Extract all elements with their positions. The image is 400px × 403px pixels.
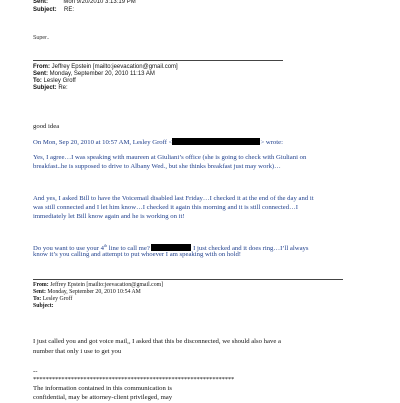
email2-to-line: To: Lesley Groff [33,296,73,302]
email2-from-line: From: Jeffrey Epstein [mailto:jeevacation@gmail.com] [33,282,164,288]
quoted-p2-line1: And yes, I asked Bill to have the Voicemail disabled last Friday…I checked it at the end of the day and it [33,195,314,202]
quoted-p3-line1: Do you want to use your 4th line to call me? I just checked and it does ring…I’ll always [33,243,309,253]
top-sent-line [33,0,136,6]
divider [33,279,343,280]
quoted-p1-line2: breakfast..he is supposed to drive to Albany Wed., but she thinks breakfast just may work)… [33,163,281,170]
quoted-p1-line1: Yes, I agree…I was speaking with maureen at Giuliani’s office (she is going to check with Giuliani on [33,154,307,161]
email2-from: Jeffrey Epstein [mailto:jeevacation@gmail.com] [50,282,164,288]
email1-subject-line: Subject: Re: [33,85,68,91]
subject-value: RE: [64,7,75,13]
redaction-box [172,138,260,145]
email2-to: Lesley Groff [42,296,73,302]
quoted-p2-line2: was still connected and I let him know…I checked it again this morning and it is still connected…I [33,204,299,211]
footer-dashes: -- [33,368,38,375]
quoted-p3-line2: know it’s you calling and attempt to put whoever I am speaking with on hold! [33,251,242,258]
email1-subject: Re: [58,85,68,91]
email2-sent: Monday, September 20, 2010 10:54 AM [47,289,141,295]
email1-from-line: From: Jeffrey Epstein [mailto:jeevacation@gmail.com] [33,64,178,70]
email1-body: good idea [33,123,60,130]
email2-body-line1: I just called you and got voice mail,, I asked that this be disconnected, we should also have a [33,338,281,345]
footer-stars: **************************************************************** [33,376,235,383]
top-subject-line [33,7,74,14]
email2-sent-line: Sent: Monday, September 20, 2010 10:54 AM [33,289,141,295]
email1-sent-line: Sent: Monday, September 20, 2010 11:13 AM [33,71,155,77]
subject-label: Subject: [33,7,57,13]
email1-to: Lesley Groff [43,78,76,84]
email1-to-line: To: Lesley Groff [33,78,76,84]
sent-value: Mon 9/20/2010 3:13:19 PM [63,0,136,5]
footer-line1: The information contained in this communication is [33,385,172,392]
reply-text: Super.. [33,35,50,41]
email2-body-line2: number that only i use to get you [33,348,122,355]
quoted-p2-line3: immediately let Bill know again and he is working on it! [33,213,185,220]
quoted-intro: On Mon, Sep 20, 2010 at 10:57 AM, Lesley Groff < > wrote: [33,139,283,146]
sent-label: Sent: [33,0,48,5]
email1-sent: Monday, September 20, 2010 11:13 AM [49,71,155,77]
footer-line2: confidential, may be attorney-client privileged, may [33,394,173,401]
email2-subject-line: Subject: [33,303,54,309]
divider [33,60,283,61]
email1-from: Jeffrey Epstein [mailto:jeevacation@gmail.com] [51,64,178,70]
